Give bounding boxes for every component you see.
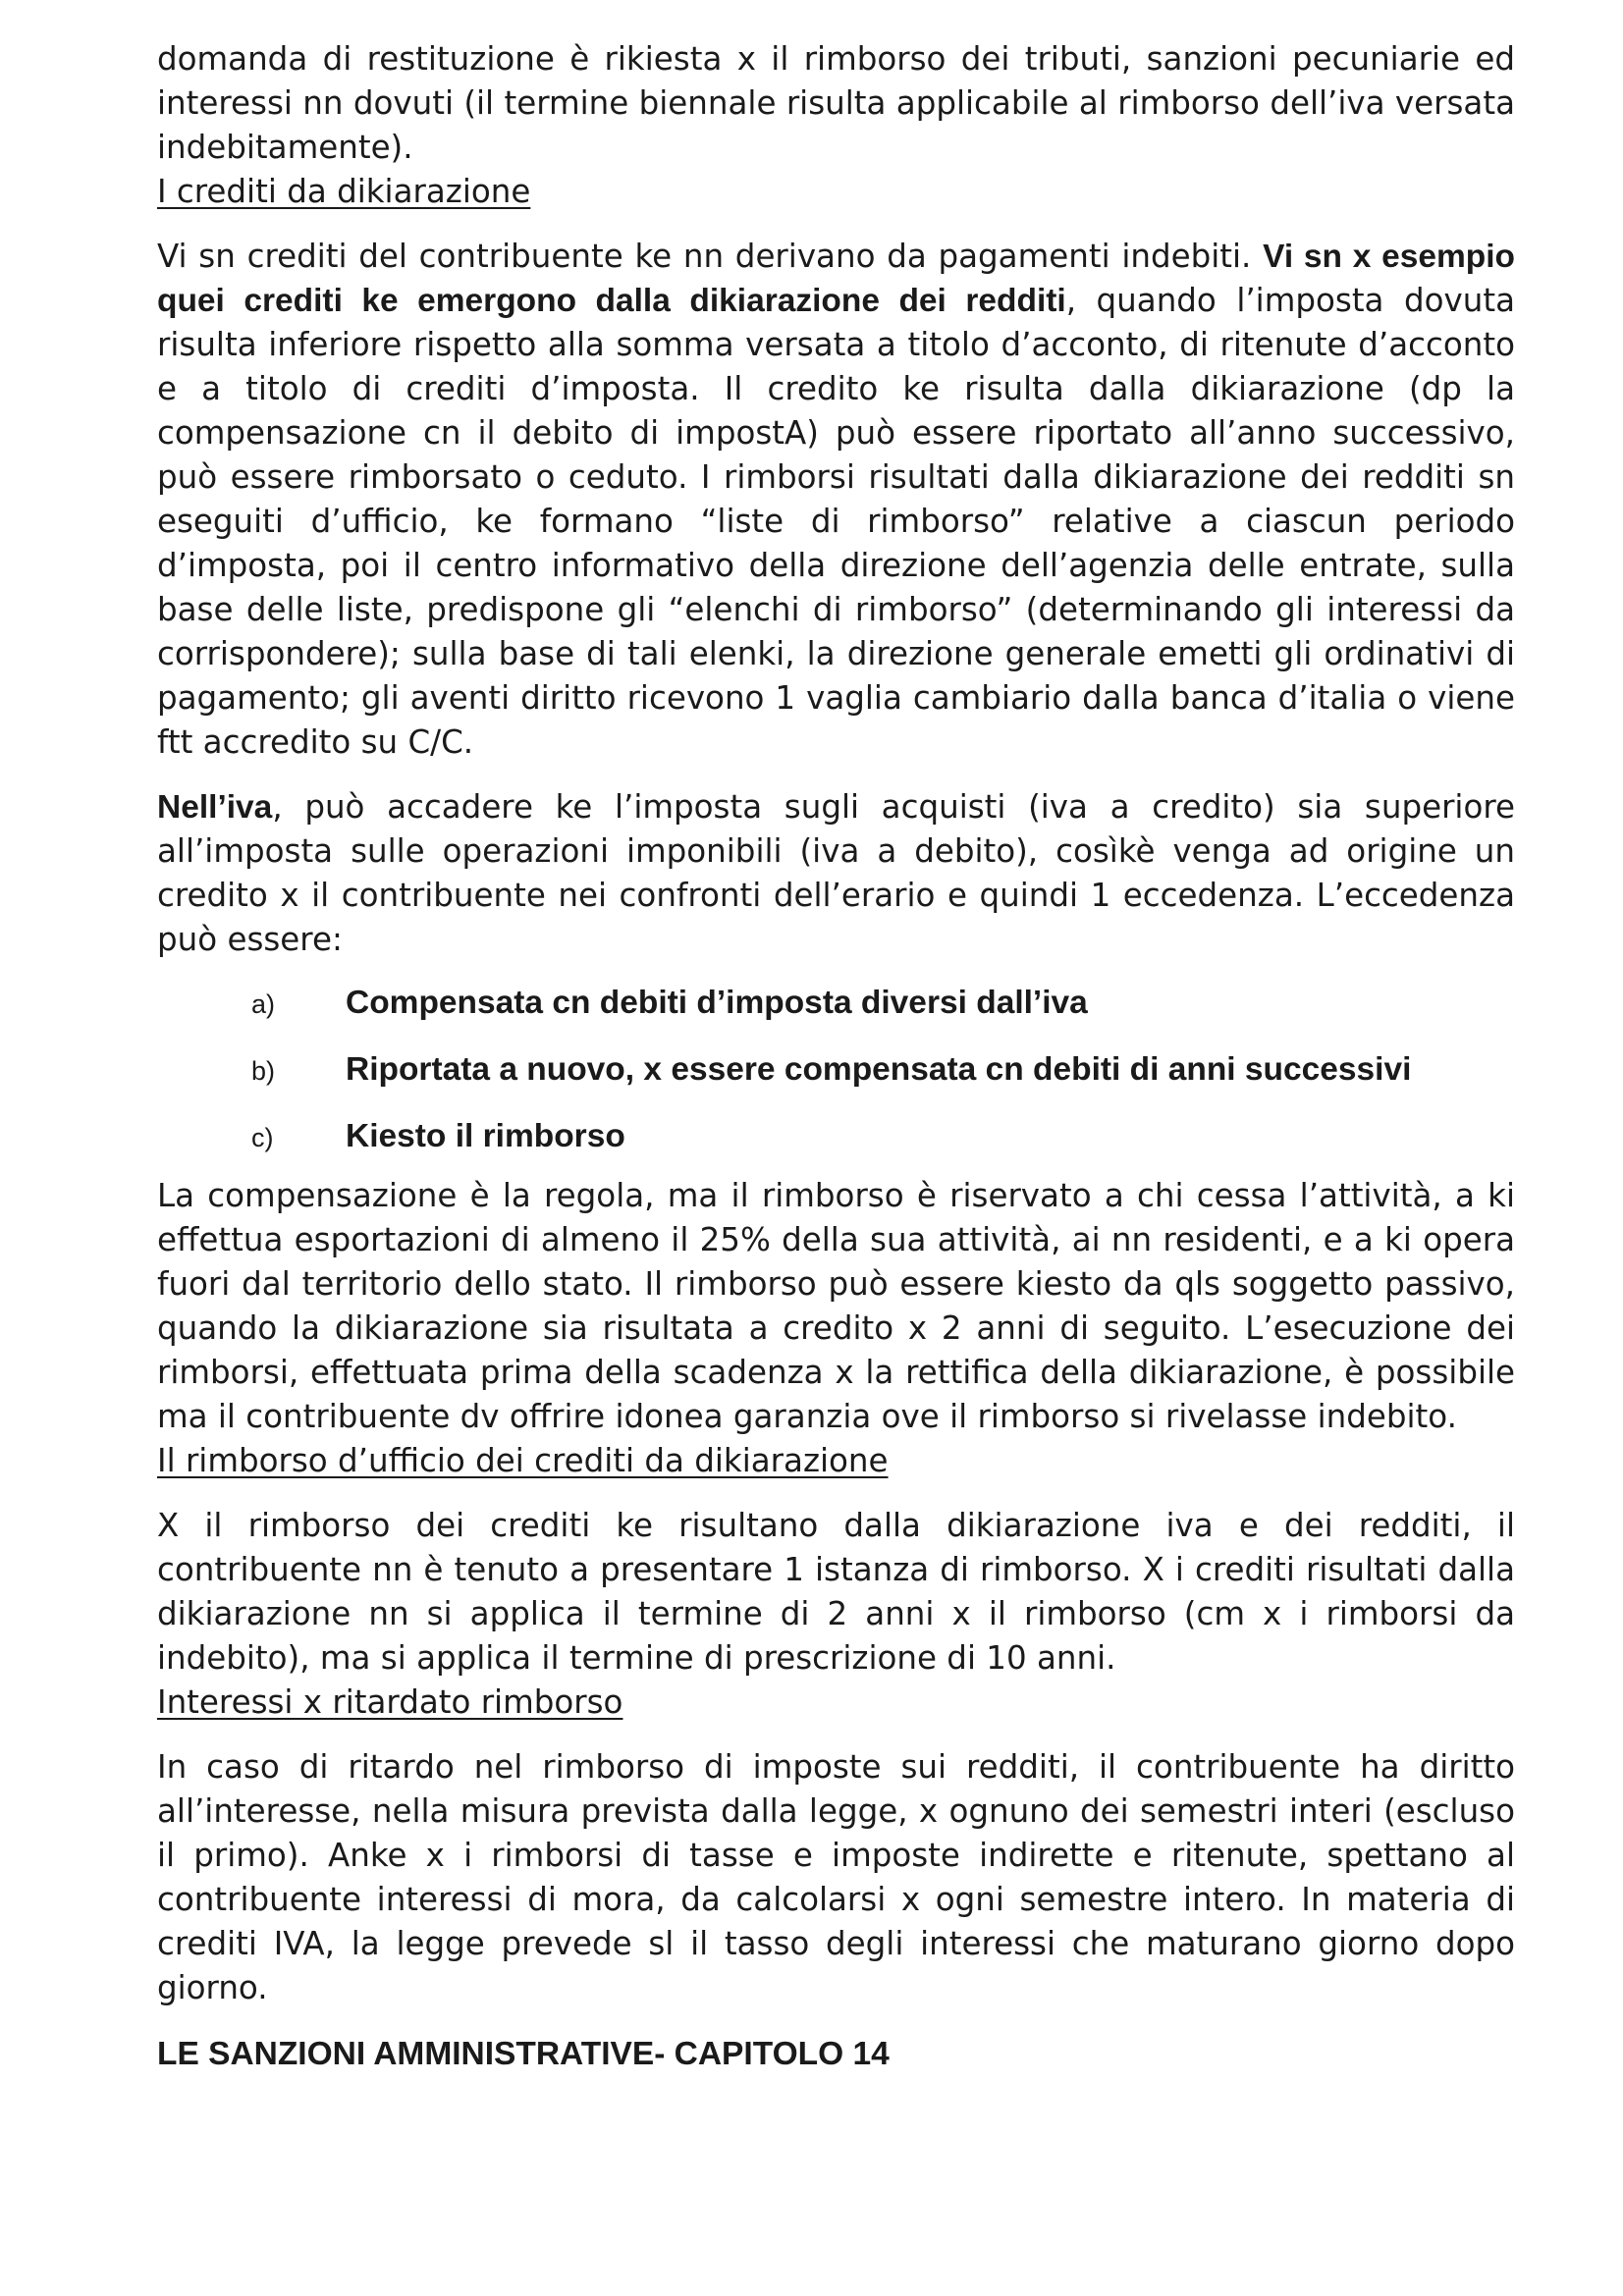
paragraph-ufficio: X il rimborso dei crediti ke risultano dalla dikiarazione iva e dei redditi, il contribuente nn è tenuto a presentare 1 istanza di rimborso. X i crediti risultati dalla dikiarazione nn si applica il termine di 2 anni x il rimborso (cm x i rimborsi da indebito), ma si applica il termine di prescrizione di 10 anni.: [157, 1507, 1515, 1677]
section-heading-ufficio: Il rimborso d’ufficio dei crediti da dikiarazione: [157, 1442, 889, 1479]
list-item: [157, 1037, 1515, 1103]
paragraph-compensazione: La compensazione è la regola, ma il rimborso è riservato a chi cessa l’attività, a ki effettua esportazioni di almeno il 25% della sua attività, ai nn residenti, e a ki opera fuori dal territorio dello stato. Il rimborso può essere kiesto da qls soggetto passivo, quando la dikiarazione sia risultata a credito x 2 anni di seguito. L’esecuzione dei rimborsi, effettuata prima della scadenza x la rettifica della dikiarazione, è possibile ma il contribuente dv offrire idonea garanzia ove il rimborso si rivelasse indebito.: [157, 1177, 1515, 1435]
paragraph-crediti-body: , quando l’imposta dovuta risulta inferiore rispetto alla somma versata a titolo d’acconto, di ritenute d’acconto e a titolo di crediti d’imposta. Il credito ke risulta dalla dikiarazione (dp la compensazione cn il debito di impostA) può essere riportato all’anno successivo, può essere rimborsato o ceduto. I rimborsi risultati dalla dikiarazione dei redditi sn eseguiti d’ufficio, ke formano “liste di rimborso” relative a ciascun periodo d’imposta, poi il centro informativo della direzione dell’agenzia delle entrate, sulla base delle liste, predispone gli “elenchi di rimborso” (determinando gli interessi da corrispondere); sulla base di tali elenki, la direzione generale emetti gli ordinativi di pagamento; gli aventi diritto ricevono 1 vaglia cambiario dalla banca d’italia o viene ftt accredito su C/C.: [157, 282, 1515, 761]
list-item: [157, 970, 1515, 1037]
list-item-marker: a): [251, 989, 276, 1019]
paragraph-crediti: [157, 235, 1515, 765]
list-item-marker: c): [251, 1123, 274, 1152]
list-item-text: Compensata cn debiti d’imposta diversi dall’iva: [346, 985, 1088, 1021]
paragraph-interessi: In caso di ritardo nel rimborso di imposte sui redditi, il contribuente ha diritto all’interesse, nella misura prevista dalla legge, x ognuno dei semestri interi (escluso il primo). Anke x i rimborsi di tasse e imposte indirette e ritenute, spettano al contribuente interessi di mora, da calcolarsi x ogni semestre intero. In materia di crediti IVA, la legge prevede sl il tasso degli interessi che maturano giorno dopo giorno.: [157, 1748, 1515, 2006]
paragraph-iva: [157, 785, 1515, 962]
chapter-heading: LE SANZIONI AMMINISTRATIVE- CAPITOLO 14: [157, 2036, 890, 2072]
section-heading-crediti: I crediti da dikiarazione: [157, 173, 531, 210]
list-item-marker: b): [251, 1056, 276, 1086]
paragraph-crediti-bold: Vi sn x esempio quei crediti ke emergono dalla dikiarazione dei redditi: [157, 239, 1516, 319]
eccedenza-options-list: [157, 970, 1515, 1170]
paragraph-intro: domanda di restituzione è rikiesta x il rimborso dei tributi, sanzioni pecuniarie ed interessi nn dovuti (il termine biennale risulta applicabile al rimborso dell’iva versata indebitamente).: [157, 40, 1515, 166]
document-page: [157, 37, 1515, 2076]
list-item-text: Riportata a nuovo, x essere compensata cn debiti di anni successivi: [346, 1051, 1412, 1088]
section-heading-interessi: Interessi x ritardato rimborso: [157, 1683, 623, 1721]
paragraph-crediti-lead: Vi sn crediti del contribuente ke nn derivano da pagamenti indebiti.: [157, 238, 1264, 275]
list-item: [157, 1103, 1515, 1170]
paragraph-iva-body: , può accadere ke l’imposta sugli acquisti (iva a credito) sia superiore all’imposta sulle operazioni imponibili (iva a debito), cosìkè venga ad origine un credito x il contribuente nei confronti dell’erario e quindi 1 eccedenza. L’eccedenza può essere:: [157, 788, 1515, 958]
list-item-text: Kiesto il rimborso: [346, 1118, 625, 1154]
paragraph-iva-lead: Nell’iva: [157, 789, 273, 826]
